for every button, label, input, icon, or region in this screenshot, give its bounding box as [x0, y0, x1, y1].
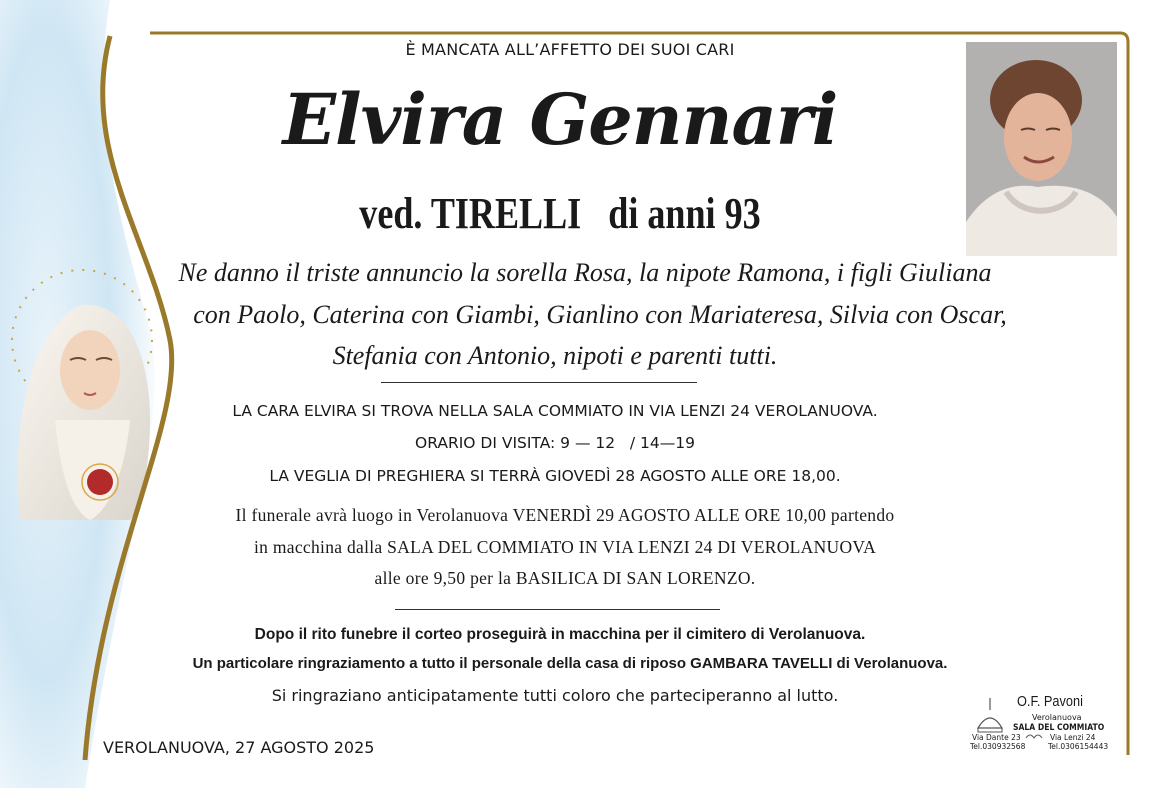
closing-line-2: Un particolare ringraziamento a tutto il personale della casa di riposo GAMBARA TAVELLI di Verolanuova.	[192, 655, 948, 672]
funeral-line-1: Il funerale avrà luogo in Verolanuova VENERDÌ 29 AGOSTO ALLE ORE 10,00 partendo	[235, 505, 895, 525]
funeral-home-tel-2: Tel.0306154443	[1048, 742, 1109, 751]
funeral-line-3: alle ore 9,50 per la BASILICA DI SAN LORENZO.	[374, 568, 756, 588]
funeral-home-tel-1: Tel.030932568	[970, 742, 1026, 751]
divider	[381, 382, 697, 383]
place-and-date: VEROLANUOVA, 27 AGOSTO 2025	[103, 738, 375, 757]
closing-line-1: Dopo il rito funebre il corteo proseguirà in macchina per il cimitero di Verolanuova.	[254, 626, 866, 643]
funeral-home-hall: SALA DEL COMMIATO	[1013, 723, 1105, 733]
funeral-home-address-1: Via Dante 23	[972, 733, 1021, 742]
funeral-home-name: O.F. Pavoni	[1017, 693, 1083, 710]
info-line-1: LA CARA ELVIRA SI TROVA NELLA SALA COMMIATO IN VIA LENZI 24 VEROLANUOVA.	[232, 402, 878, 420]
funeral-home-city: Verolanuova	[1032, 713, 1082, 722]
closing-line-3: Si ringraziano anticipatamente tutti coloro che parteciperanno al lutto.	[271, 686, 839, 705]
intro-text: È MANCATA ALL’AFFETTO DEI SUOI CARI	[405, 40, 735, 59]
portrait-photo	[966, 42, 1117, 256]
announcement-line-2: con Paolo, Caterina con Giambi, Gianlino con Mariateresa, Silvia con Oscar,	[193, 300, 1007, 329]
funeral-home-address-2: Via Lenzi 24	[1050, 733, 1096, 742]
divider	[395, 609, 720, 610]
announcement-line-1: Ne danno il triste annuncio la sorella Rosa, la nipote Ramona, i figli Giuliana	[178, 258, 992, 287]
funeral-line-2: in macchina dalla SALA DEL COMMIATO IN VIA LENZI 24 DI VEROLANUOVA	[253, 537, 877, 557]
deceased-name: Elvira Gennari	[282, 78, 838, 161]
announcement-line-3: Stefania con Antonio, nipoti e parenti tutti.	[332, 341, 778, 370]
deceased-subtitle: ved. TIRELLI di anni 93	[359, 189, 761, 238]
visiting-hours: ORARIO DI VISITA: 9 — 12 / 14—19	[415, 434, 695, 452]
info-line-3: LA VEGLIA DI PREGHIERA SI TERRÀ GIOVEDÌ 28 AGOSTO ALLE ORE 18,00.	[269, 467, 841, 485]
